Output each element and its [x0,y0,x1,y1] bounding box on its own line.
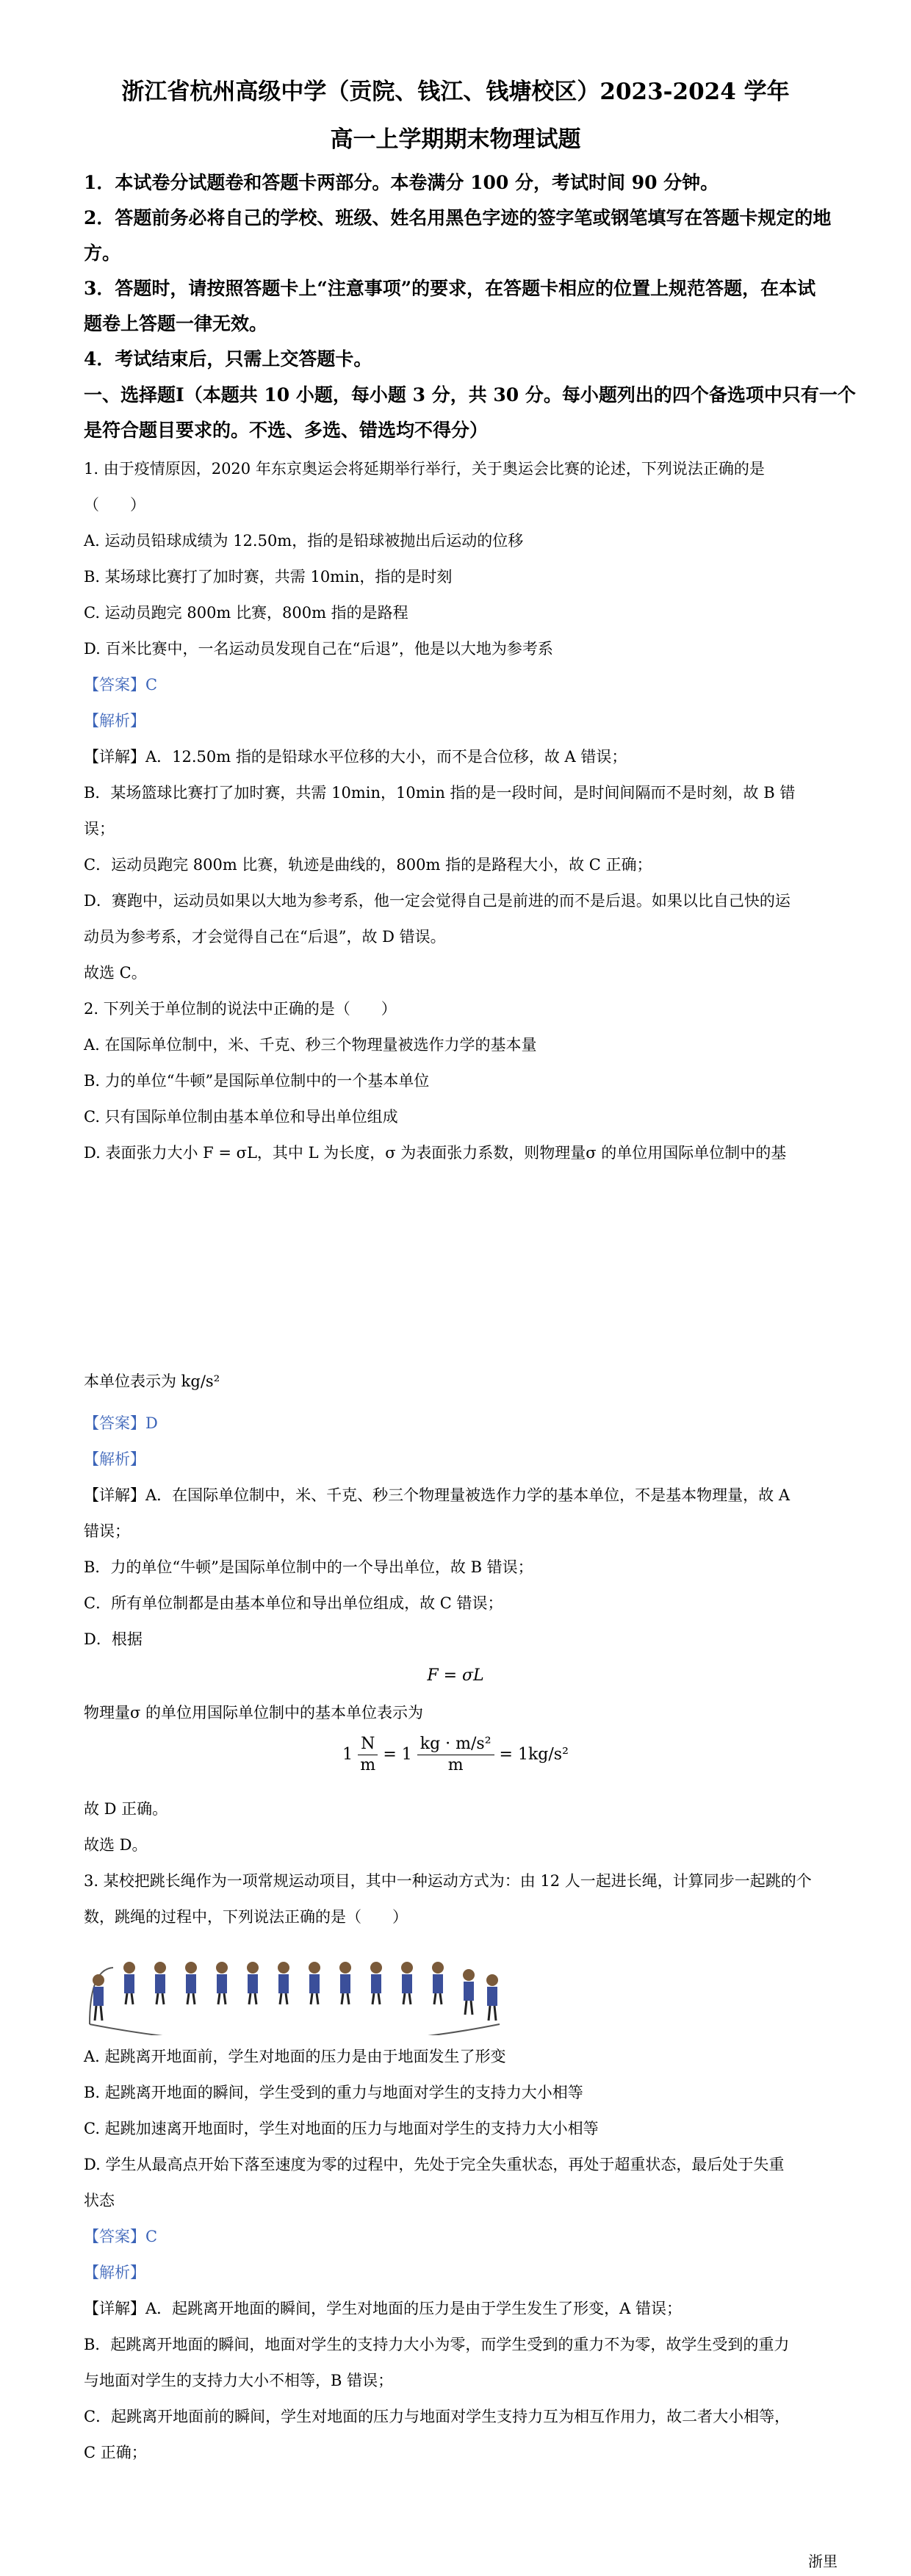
q3-detail-b-cont: 与地面对学生的支持力大小不相等，B 错误； [84,2372,394,2389]
formula-lead: 1 [342,1745,353,1764]
q1-analysis: 【解析】 [84,712,145,730]
instruction-2-cont: 方。 [84,242,121,264]
q2-option-d-cont: 本单位表示为 kg/s² [84,1372,220,1390]
q1-detail-b-cont: 误； [84,820,115,838]
section-heading: 一、选择题Ⅰ（本题共 10 小题，每小题 3 分，共 30 分。每小题列出的四个备选项中只有一个 [84,384,856,406]
title-line-1: 浙江省杭州高级中学（贡院、钱江、钱塘校区）2023-2024 学年 [121,79,790,105]
q2-detail-d-correct: 故 D 正确。 [84,1800,168,1818]
q2-formula-intro: 物理量σ 的单位用国际单位制中的基本单位表示为 [84,1704,424,1721]
q2-formula-1: F = σL [427,1666,484,1685]
q3-detail-c: C．起跳离开地面前的瞬间，学生对地面的压力与地面对学生支持力互为相互作用力，故二者大小相等， [84,2408,791,2425]
q2-detail-a-cont: 错误； [84,1522,130,1540]
q3-stem-cont: 数，跳绳的过程中，下列说法正确的是（ ） [84,1908,408,1926]
q2-formula-2 [0,1734,911,1785]
q2-detail-c: C．所有单位制都是由基本单位和导出单位组成，故 C 错误； [84,1594,503,1612]
q2-option-a: A. 在国际单位制中，米、千克、秒三个物理量被选作力学的基本量 [84,1036,537,1054]
instruction-4: 4．考试结束后，只需上交答题卡。 [84,348,372,370]
q3-option-c: C. 起跳加速离开地面时，学生对地面的压力与地面对学生的支持力大小相等 [84,2120,599,2137]
instruction-2: 2．答题前务必将自己的学校、班级、姓名用黑色字迹的签字笔或钢笔填写在答题卡规定的地 [84,207,832,229]
q3-stem: 3. 某校把跳长绳作为一项常规运动项目，其中一种运动方式为：由 12 人一起进长绳，计算同步一起跳的个 [84,1872,812,1890]
formula-frac-2 [417,1734,494,1776]
page-corner-label: 浙里 [808,2552,838,2570]
q1-detail-a: 【详解】A．12.50m 指的是铅球水平位移的大小，而不是合位移，故 A 错误； [84,748,627,766]
q2-option-c: C. 只有国际单位制由基本单位和导出单位组成 [84,1108,398,1126]
q1-detail-d-cont: 动员为参考系，才会觉得自己在“后退”，故 D 错误。 [84,928,446,946]
formula-frac-1 [358,1734,378,1776]
formula-frac-1-num: N [358,1734,378,1755]
q2-conclusion: 故选 D。 [84,1836,148,1854]
instruction-1: 1．本试卷分试题卷和答题卡两部分。本卷满分 100 分，考试时间 90 分钟。 [84,172,719,193]
q3-option-d-cont: 状态 [84,2192,115,2209]
q3-option-a: A. 起跳离开地面前，学生对地面的压力是由于地面发生了形变 [84,2048,506,2065]
formula-frac-2-den: m [447,1756,464,1774]
q3-answer: 【答案】C [84,2228,158,2245]
q3-analysis: 【解析】 [84,2264,145,2281]
q3-option-b: B. 起跳离开地面的瞬间，学生受到的重力与地面对学生的支持力大小相等 [84,2084,583,2101]
q2-detail-d: D．根据 [84,1630,143,1648]
formula-eq-1: = 1 [383,1745,412,1764]
instruction-3-cont: 题卷上答题一律无效。 [84,313,268,334]
instruction-3: 3．答题时，请按照答题卡上“注意事项”的要求，在答题卡相应的位置上规范答题，在本试 [84,278,816,299]
q1-detail-b: B．某场篮球比赛打了加时赛，共需 10min，10min 指的是一段时间，是时间间隔而不是时刻，故 B 错 [84,784,796,802]
formula-frac-1-den: m [360,1756,376,1774]
q2-option-d: D. 表面张力大小 F = σL，其中 L 为长度，σ 为表面张力系数，则物理量σ 的单位用国际单位制中的基 [84,1144,787,1162]
q2-stem: 2. 下列关于单位制的说法中正确的是（ ） [84,1000,397,1018]
q2-detail-b: B．力的单位“牛顿”是国际单位制中的一个导出单位，故 B 错误； [84,1558,533,1576]
q1-answer: 【答案】C [84,676,158,694]
q3-option-d: D. 学生从最高点开始下落至速度为零的过程中，先处于完全失重状态，再处于超重状态，最后处于失重 [84,2156,785,2173]
q3-detail-b: B．起跳离开地面的瞬间，地面对学生的支持力大小为零，而学生受到的重力不为零，故学生受到的重力 [84,2336,790,2353]
q2-detail-a: 【详解】A．在国际单位制中，米、千克、秒三个物理量被选作力学的基本单位，不是基本物理量，故 A [84,1486,791,1504]
q1-stem-cont: （ ） [84,496,145,514]
q1-option-c: C. 运动员跑完 800m 比赛，800m 指的是路程 [84,604,408,622]
section-heading-cont: 是符合题目要求的。不选、多选、错选均不得分） [84,420,489,441]
q1-detail-d: D．赛跑中，运动员如果以大地为参考系，他一定会觉得自己是前进的而不是后退。如果以比自己快的运 [84,892,791,910]
jump-rope-illustration [84,1954,505,2035]
q1-stem: 1. 由于疫情原因，2020 年东京奥运会将延期举行举行，关于奥运会比赛的论述，下列说法正确的是 [84,460,765,478]
q1-conclusion: 故选 C。 [84,964,147,982]
q2-option-b: B. 力的单位“牛顿”是国际单位制中的一个基本单位 [84,1072,430,1090]
q2-analysis: 【解析】 [84,1450,145,1468]
q3-detail-c-cont: C 正确； [84,2444,147,2461]
q2-answer: 【答案】D [84,1414,158,1432]
q3-detail-a: 【详解】A．起跳离开地面的瞬间，学生对地面的压力是由于学生发生了形变，A 错误； [84,2300,683,2317]
formula-frac-2-num: kg · m/s² [417,1734,494,1755]
q1-detail-c: C．运动员跑完 800m 比赛，轨迹是曲线的，800m 指的是路程大小，故 C 正确； [84,856,652,874]
formula-tail: = 1kg/s² [499,1745,569,1764]
q1-option-a: A. 运动员铅球成绩为 12.50m，指的是铅球被抛出后运动的位移 [84,532,524,550]
q1-option-b: B. 某场球比赛打了加时赛，共需 10min，指的是时刻 [84,568,453,586]
title-line-2: 高一上学期期末物理试题 [330,126,581,153]
q1-option-d: D. 百米比赛中，一名运动员发现自己在“后退”，他是以大地为参考系 [84,640,553,658]
